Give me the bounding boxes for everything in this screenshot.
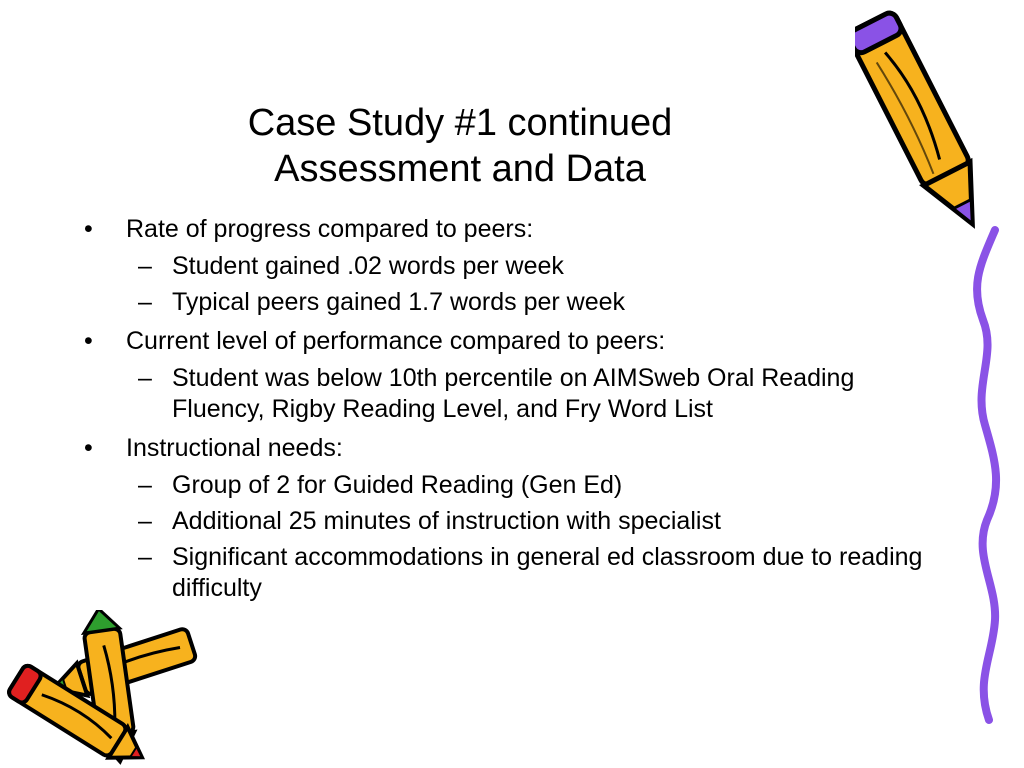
list-item	[84, 212, 944, 246]
section-rate-of-progress	[84, 212, 944, 318]
title-line-1: Case Study #1 continued	[247, 102, 673, 144]
sub-list-item	[84, 287, 944, 318]
sub-bullet-marker: –	[138, 288, 152, 316]
bullet-marker: •	[84, 327, 93, 355]
pencil-icon	[0, 610, 215, 768]
sub-bullet-marker: –	[138, 507, 152, 535]
list-item-label: Current level of performance compared to peers:	[126, 327, 666, 355]
squiggle-line-icon	[955, 225, 1015, 725]
sub-list-item-text: Student gained .02 words per week	[172, 252, 564, 280]
sub-list-item	[84, 363, 944, 425]
sub-list-item-text: Typical peers gained 1.7 words per week	[172, 288, 626, 316]
list-item	[84, 324, 944, 358]
list-item	[84, 431, 944, 465]
section-instructional-needs	[84, 431, 944, 604]
sub-bullet-marker: –	[138, 364, 152, 392]
sub-list-item	[84, 470, 944, 501]
bullet-marker: •	[84, 434, 93, 462]
sub-list-item-text: Group of 2 for Guided Reading (Gen Ed)	[172, 471, 623, 499]
sub-bullet-marker: –	[138, 543, 152, 571]
sub-bullet-marker: –	[138, 471, 152, 499]
sub-list-item	[84, 251, 944, 282]
list-item-label: Instructional needs:	[126, 434, 343, 462]
sub-list-item-text: Significant accommodations in general ed classroom due to reading difficulty	[172, 543, 923, 602]
sub-list-item	[84, 506, 944, 537]
sub-list-item-text: Additional 25 minutes of instruction with specialist	[172, 507, 721, 535]
sub-bullet-marker: –	[138, 252, 152, 280]
sub-list-item	[84, 542, 944, 604]
title-line-2: Assessment and Data	[274, 148, 646, 190]
sub-list-item-text: Student was below 10th percentile on AIMSweb Oral Reading Fluency, Rigby Reading Level, and Fry Word List	[172, 364, 855, 423]
slide-title	[140, 100, 780, 192]
bullet-list	[84, 206, 944, 604]
list-item-label: Rate of progress compared to peers:	[126, 215, 534, 243]
bullet-marker: •	[84, 215, 93, 243]
section-current-level	[84, 324, 944, 425]
